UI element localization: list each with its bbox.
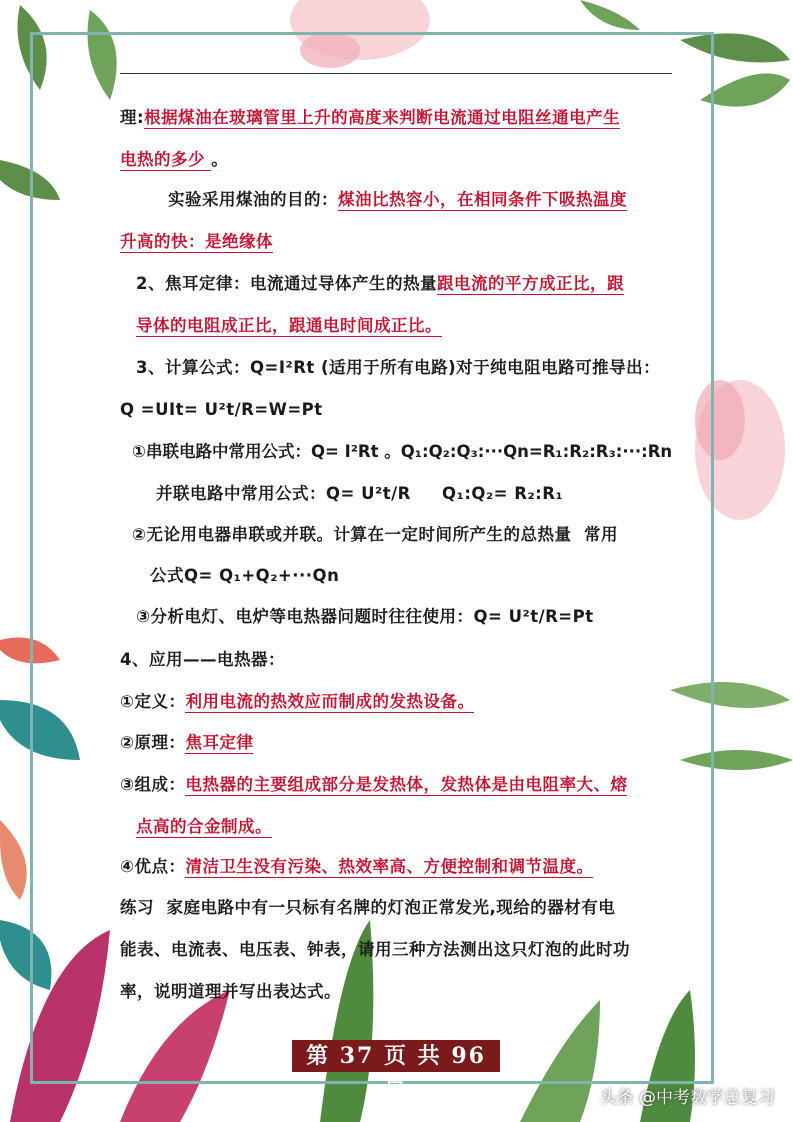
text-line xyxy=(120,939,630,961)
answer-text: 焦耳定律 xyxy=(185,733,254,752)
text: ③组成： xyxy=(120,775,186,794)
text-line xyxy=(120,691,474,713)
text: 3、计算公式：Q=I²Rt (适用于所有电路)对于纯电阻电路可推导出： xyxy=(136,358,661,377)
text: ①串联电路中常用公式：Q= I²Rt 。Q₁:Q₂:Q₃:···Qn=R₁:R₂:R₃:···:Rn xyxy=(132,442,673,461)
text: 率，说明道理并写出表达式。 xyxy=(120,982,341,1001)
text: 2、焦耳定律：电流通过导体产生的热量 xyxy=(136,274,437,293)
text-line xyxy=(168,189,627,211)
answer-text: 点高的合金制成。 xyxy=(136,817,272,836)
text: ①定义： xyxy=(120,692,186,711)
text-line xyxy=(120,149,228,171)
text-line xyxy=(120,107,620,129)
text: 。 xyxy=(211,150,229,169)
answer-text: 根据煤油在玻璃管里上升的高度来判断电流通过电阻丝通电产生 xyxy=(144,108,621,127)
text: 4、应用——电热器： xyxy=(120,650,285,669)
text: ②原理： xyxy=(120,733,186,752)
answer-text: 电热器的主要组成部分是发热体，发热体是由电阻率大、熔 xyxy=(185,775,628,794)
text-line xyxy=(150,565,339,587)
answer-text: 跟电流的平方成正比，跟 xyxy=(436,274,624,293)
text-line xyxy=(120,981,341,1003)
text-line xyxy=(120,897,615,919)
text-line xyxy=(136,315,442,337)
text: Q =UIt= U²t/R=W=Pt xyxy=(120,400,323,419)
text-line xyxy=(120,399,323,421)
text: 理: xyxy=(120,108,145,127)
watermark: 头条 @中考数学总复习 xyxy=(599,1088,775,1108)
text-line xyxy=(132,524,618,546)
text-line xyxy=(156,483,563,505)
text-line xyxy=(120,856,593,878)
answer-text: 清洁卫生没有污染、热效率高、方便控制和调节温度。 xyxy=(185,857,594,876)
text: 练习 家庭电路中有一只标有名牌的灯泡正常发光,现给的器材有电 xyxy=(120,898,616,917)
text: 能表、电流表、电压表、钟表，请用三种方法测出这只灯泡的此时功 xyxy=(120,940,630,959)
answer-text: 导体的电阻成正比，跟通电时间成正比。 xyxy=(136,316,442,335)
text: 实验采用煤油的目的： xyxy=(168,190,338,209)
text: 并联电路中常用公式：Q= U²t/R Q₁:Q₂= R₂:R₁ xyxy=(156,484,564,503)
text-line xyxy=(136,816,272,838)
text: 公式Q= Q₁+Q₂+···Qn xyxy=(150,566,340,585)
text-line xyxy=(136,273,624,295)
answer-text: 升高的快：是绝缘体 xyxy=(120,232,273,251)
text-line xyxy=(132,441,672,463)
text: ②无论用电器串联或并联。计算在一定时间所产生的总热量 常用 xyxy=(132,525,618,544)
text-line xyxy=(120,231,273,253)
text-line xyxy=(136,606,594,628)
page-number-badge: 第 37 页 共 96 页 xyxy=(292,1040,500,1072)
text: ③分析电灯、电炉等电热器问题时往往使用：Q= U²t/R=Pt xyxy=(136,607,594,626)
section-heading xyxy=(120,649,285,671)
header-rule xyxy=(120,73,672,74)
text-line xyxy=(136,357,660,379)
answer-text: 煤油比热容小，在相同条件下吸热温度 xyxy=(338,190,627,209)
text-line xyxy=(120,774,627,796)
text: ④优点： xyxy=(120,857,186,876)
text-line xyxy=(120,732,253,754)
answer-text: 电热的多少 xyxy=(120,150,212,169)
answer-text: 利用电流的热效应而制成的发热设备。 xyxy=(185,692,475,711)
